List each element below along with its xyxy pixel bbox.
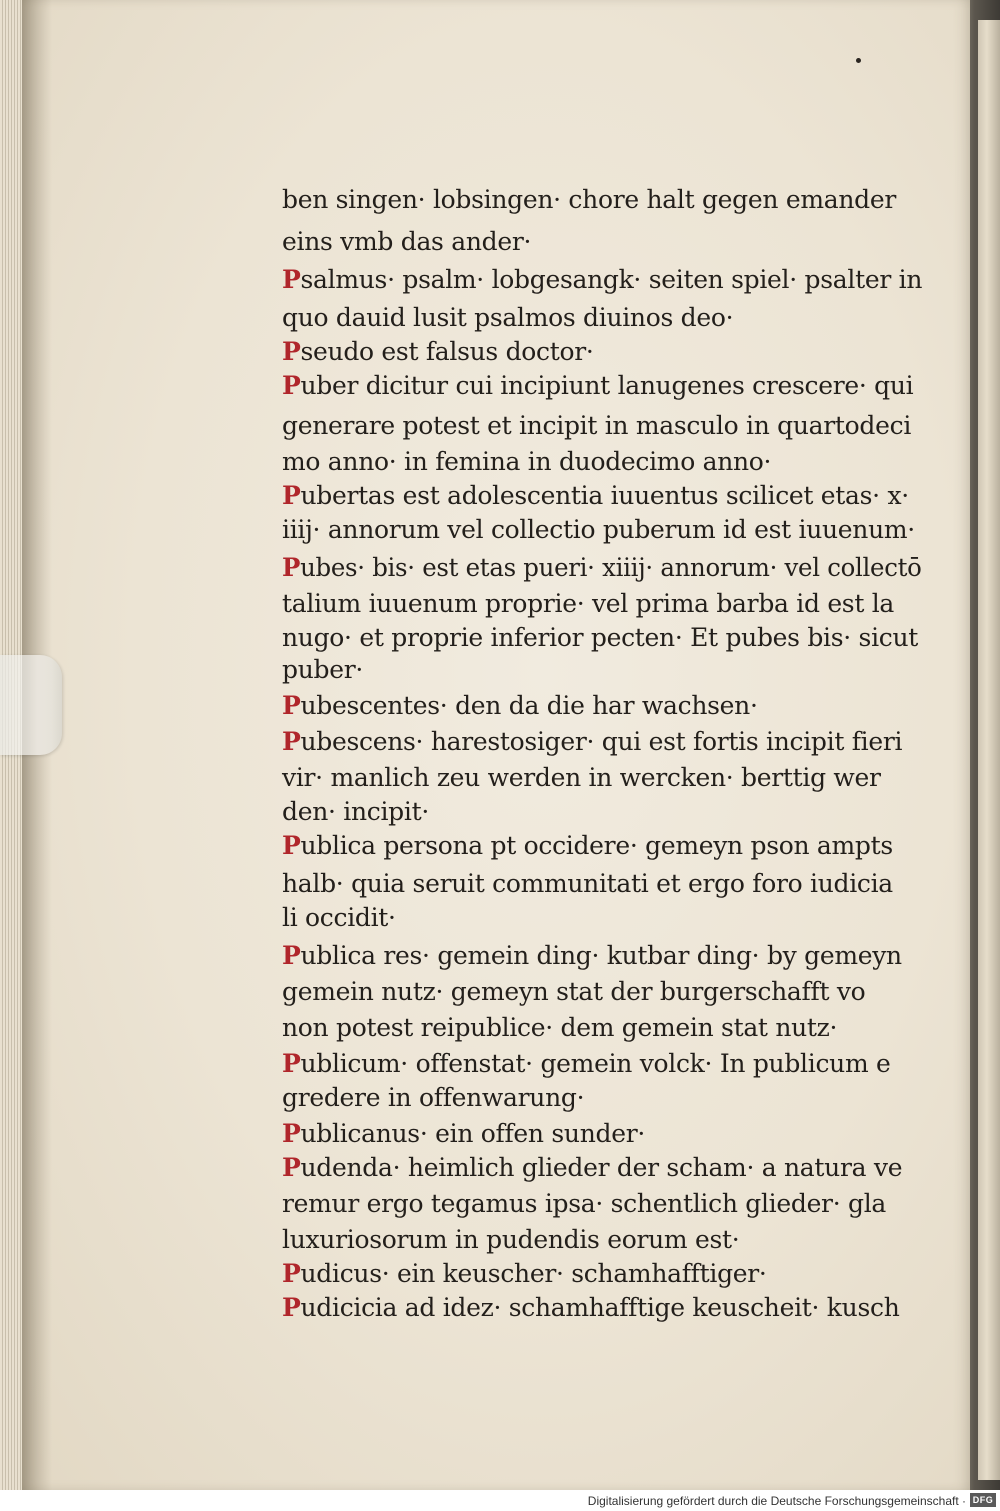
line-text: non potest reipublice· dem gemein stat nutz· xyxy=(282,1013,838,1042)
line-text: ubes· bis· est etas pueri· xiiij· annorum· vel collectō xyxy=(300,553,922,582)
rubric-initial: P xyxy=(282,1119,301,1148)
text-line xyxy=(282,1080,584,1116)
text-line xyxy=(282,794,429,830)
line-text: udicicia ad idez· schamhafftige keuscheit· kusch xyxy=(300,1293,900,1322)
rubric-initial: P xyxy=(282,1153,301,1182)
text-line xyxy=(282,1186,886,1222)
text-line xyxy=(282,866,893,902)
line-text: ublicanus· ein offen sunder· xyxy=(300,1119,645,1148)
line-text: quo dauid lusit psalmos diuinos deo· xyxy=(282,303,734,332)
line-text: puber· xyxy=(282,655,364,684)
line-text: ubertas est adolescentia iuuentus scilicet etas· x· xyxy=(300,481,909,510)
ink-dot xyxy=(856,58,861,63)
text-line xyxy=(282,652,363,688)
line-text: li occidit· xyxy=(282,903,396,932)
text-line xyxy=(282,478,909,514)
line-text: uber dicitur cui incipiunt lanugenes crescere· qui xyxy=(300,371,914,400)
line-text: gredere in offenwarung· xyxy=(282,1083,585,1112)
text-line xyxy=(282,262,922,298)
text-line xyxy=(282,724,902,760)
line-text: eins vmb das ander· xyxy=(282,227,532,256)
text-line xyxy=(282,408,911,444)
dfg-logo-icon: DFG xyxy=(970,1493,996,1507)
text-line xyxy=(282,938,902,974)
text-line xyxy=(282,620,918,656)
line-text: gemein nutz· gemeyn stat der burgerschafft vo xyxy=(282,977,866,1006)
text-line xyxy=(282,1256,767,1292)
rubric-initial: P xyxy=(282,481,301,510)
text-line xyxy=(282,224,531,260)
text-line xyxy=(282,550,922,586)
line-text: halb· quia seruit communitati et ergo foro iudicia xyxy=(282,869,893,898)
line-text: ubescens· harestosiger· qui est fortis incipit fieri xyxy=(300,727,903,756)
rubric-initial: P xyxy=(282,553,301,582)
line-text: ublicum· offenstat· gemein volck· In publicum e xyxy=(300,1049,891,1078)
line-text: udicus· ein keuscher· schamhafftiger· xyxy=(300,1259,767,1288)
text-line xyxy=(282,900,396,936)
line-text: nugo· et proprie inferior pecten· Et pubes bis· sicut xyxy=(282,623,919,652)
text-line xyxy=(282,1010,837,1046)
line-text: generare potest et incipit in masculo in quartodeci xyxy=(282,411,912,440)
rubric-initial: P xyxy=(282,831,301,860)
text-line xyxy=(282,444,771,480)
text-line xyxy=(282,368,913,404)
text-line xyxy=(282,1290,900,1326)
line-text: ublica persona pt occidere· gemeyn pson ampts xyxy=(300,831,893,860)
line-text: ubescentes· den da die har wachsen· xyxy=(300,691,758,720)
line-text: den· incipit· xyxy=(282,797,429,826)
line-text: remur ergo tegamus ipsa· schentlich glieder· gla xyxy=(282,1189,887,1218)
text-line xyxy=(282,300,733,336)
text-line xyxy=(282,1116,645,1152)
text-line xyxy=(282,1150,902,1186)
rubric-initial: P xyxy=(282,941,301,970)
line-text: seudo est falsus doctor· xyxy=(300,337,594,366)
rubric-initial: P xyxy=(282,1293,301,1322)
text-line xyxy=(282,828,893,864)
rubric-initial: P xyxy=(282,691,301,720)
text-line xyxy=(282,182,896,218)
line-text: udenda· heimlich glieder der scham· a natura ve xyxy=(300,1153,903,1182)
line-text: talium iuuenum proprie· vel prima barba id est la xyxy=(282,589,895,618)
text-line xyxy=(282,1046,891,1082)
footer-credit: Digitalisierung gefördert durch die Deutsche Forschungsgemeinschaft · xyxy=(587,1494,966,1508)
rubric-initial: P xyxy=(282,1259,301,1288)
rubric-initial: P xyxy=(282,727,301,756)
rubric-initial: P xyxy=(282,337,301,366)
page-clip xyxy=(0,655,62,755)
line-text: luxuriosorum in pudendis eorum est· xyxy=(282,1225,740,1254)
text-line xyxy=(282,334,594,370)
line-text: iiij· annorum vel collectio puberum id est iuuenum· xyxy=(282,515,915,544)
text-line xyxy=(282,974,865,1010)
line-text: salmus· psalm· lobgesangk· seiten spiel· psalter in xyxy=(300,265,923,294)
line-text: mo anno· in femina in duodecimo anno· xyxy=(282,447,772,476)
rubric-initial: P xyxy=(282,371,301,400)
text-line xyxy=(282,512,915,548)
text-line xyxy=(282,1222,739,1258)
line-text: ben singen· lobsingen· chore halt gegen emander xyxy=(282,185,896,214)
text-line xyxy=(282,586,894,622)
line-text: ublica res· gemein ding· kutbar ding· by gemeyn xyxy=(300,941,902,970)
line-text: vir· manlich zeu werden in wercken· berttig wer xyxy=(282,763,881,792)
rubric-initial: P xyxy=(282,265,301,294)
next-page-edge xyxy=(978,20,1000,1480)
text-line xyxy=(282,688,758,724)
text-line xyxy=(282,760,881,796)
rubric-initial: P xyxy=(282,1049,301,1078)
